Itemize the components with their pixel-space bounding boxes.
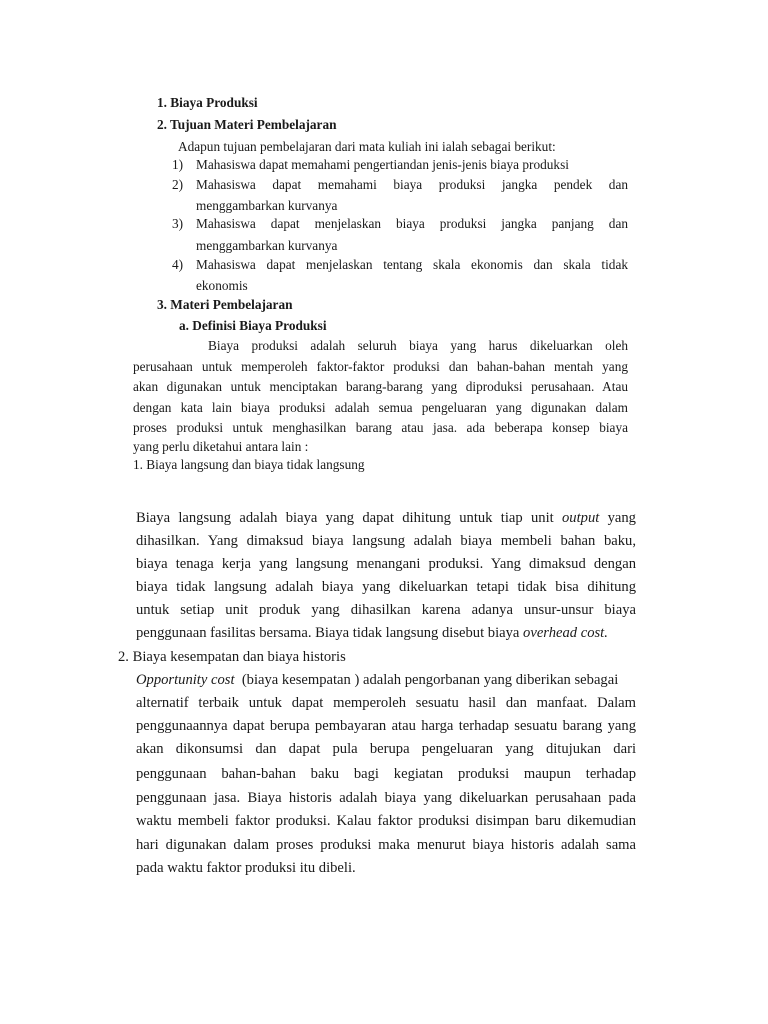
objective-line: ekonomis — [196, 278, 248, 293]
section1-heading: 1. Biaya Produksi — [157, 95, 258, 110]
objective-line: Mahasiswa dapat menjelaskan tentang skala ekonomis dan skala tidak — [196, 257, 628, 272]
paragraph-line: hari digunakan dalam proses produksi maka menurut biaya historis adalah sama — [136, 837, 636, 853]
paragraph-line: biaya tenaga kerja yang langsung menangani produksi. Yang dimaksud dengan — [136, 556, 636, 572]
paragraph-line: penggunaan bahan-bahan baku bagi kegiatan produksi maupun terhadap — [136, 766, 636, 782]
objective-number: 4) — [172, 257, 184, 272]
paragraph-line: Biaya langsung adalah biaya yang dapat dihitung untuk tiap unit output yang — [136, 510, 636, 526]
paragraph-line: biaya tidak langsung adalah biaya yang dikeluarkan tetapi tidak bisa dihitung — [136, 579, 636, 595]
paragraph-line: Biaya produksi adalah seluruh biaya yang harus dikeluarkan oleh — [208, 338, 628, 353]
italic-term: overhead cost. — [523, 625, 608, 641]
paragraph-line: penggunaan fasilitas bersama. Biaya tidak langsung disebut biaya overhead cost. — [136, 625, 608, 641]
paragraph-line: untuk setiap unit produk yang dihasilkan karena adanya unsur-unsur biaya — [136, 602, 636, 618]
paragraph-line: Opportunity cost (biaya kesempatan ) adalah pengorbanan yang diberikan sebagai — [136, 672, 619, 688]
objective-line: menggambarkan kurvanya — [196, 238, 338, 253]
paragraph-line: perusahaan untuk memperoleh faktor-faktor produksi dan bahan-bahan mentah yang — [133, 359, 628, 374]
objective-number: 1) — [172, 157, 184, 172]
objective-number: 3) — [172, 216, 184, 231]
objective-line: Mahasiswa dapat menjelaskan biaya produksi jangka panjang dan — [196, 216, 628, 231]
paragraph-line: waktu membeli faktor produksi. Kalau faktor produksi disimpan baru dikemudian — [136, 813, 636, 829]
paragraph-line: penggunaan jasa. Biaya historis adalah biaya yang dikeluarkan perusahaan pada — [136, 790, 636, 806]
objective-line: Mahasiswa dapat memahami biaya produksi jangka pendek dan — [196, 177, 628, 192]
objectives-intro: Adapun tujuan pembelajaran dari mata kuliah ini ialah sebagai berikut: — [178, 139, 556, 154]
paragraph-line: alternatif terbaik untuk dapat memperoleh sesuatu hasil dan manfaat. Dalam — [136, 695, 636, 711]
paragraph-line: dihasilkan. Yang dimaksud biaya langsung adalah biaya membeli bahan baku, — [136, 533, 636, 549]
paragraph-line: proses produksi untuk menghasilkan barang atau jasa. ada beberapa konsep biaya — [133, 420, 628, 435]
objective-line: Mahasiswa dapat memahami pengertiandan jenis-jenis biaya produksi — [196, 157, 569, 172]
paragraph-line: akan dikonsumsi dan dapat pula berupa pengeluaran yang ditujukan dari — [136, 741, 636, 757]
italic-term: output — [562, 510, 600, 526]
concept2-heading: 2. Biaya kesempatan dan biaya historis — [118, 649, 346, 665]
paragraph-line: penggunaannya dapat berupa pembayaran atau harga terhadap sesuatu barang yang — [136, 718, 636, 734]
objective-line: menggambarkan kurvanya — [196, 198, 338, 213]
italic-term: Opportunity cost — [136, 672, 235, 688]
concept1-heading: 1. Biaya langsung dan biaya tidak langsung — [133, 457, 365, 472]
section2-heading: 2. Tujuan Materi Pembelajaran — [157, 117, 337, 132]
paragraph-line: yang perlu diketahui antara lain : — [133, 439, 309, 454]
section3-heading: 3. Materi Pembelajaran — [157, 297, 293, 312]
paragraph-line: pada waktu faktor produksi itu dibeli. — [136, 860, 356, 876]
subsection-a-heading: a. Definisi Biaya Produksi — [179, 318, 327, 333]
paragraph-line: dengan kata lain biaya produksi adalah semua pengeluaran yang digunakan dalam — [133, 400, 628, 415]
objective-number: 2) — [172, 177, 184, 192]
paragraph-line: akan digunakan untuk menciptakan barang-barang yang diproduksi perusahaan. Atau — [133, 379, 628, 394]
